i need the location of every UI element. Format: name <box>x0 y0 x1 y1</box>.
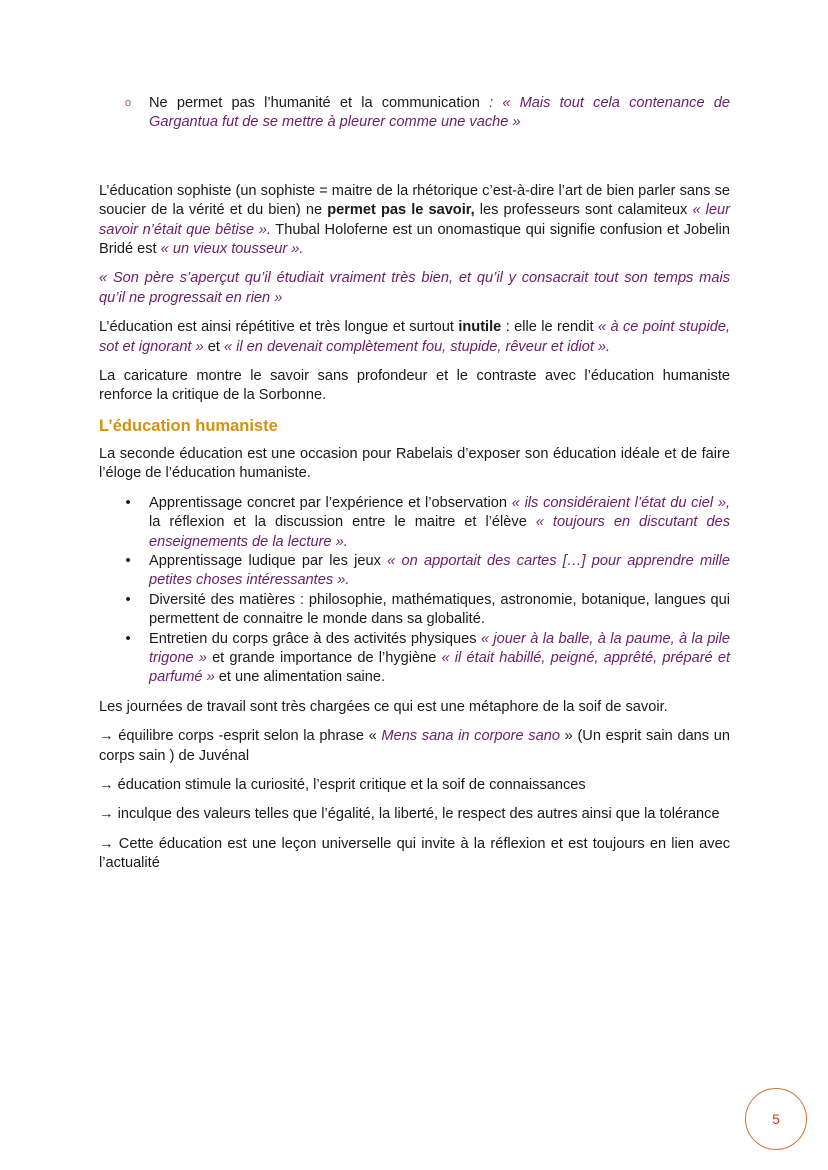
section-heading: L’éducation humaniste <box>99 416 278 435</box>
page-number: 5 <box>772 1111 780 1127</box>
quote: « il en devenait complètement fou, stupide, rêveur et idiot ». <box>223 338 611 355</box>
sub-bullet-quote: « Mais tout cela contenance de Gargantua fut de se mettre à pleurer comme une vache » <box>149 95 730 131</box>
bullet-icon: • <box>125 630 131 647</box>
quote: Mens sana in corpore sano <box>381 728 560 745</box>
text: et une alimentation saine. <box>214 669 386 686</box>
paragraph-sophiste <box>99 182 730 260</box>
paragraph-caricature: La caricature montre le savoir sans profondeur et le contraste avec l’éducation humaniste renforce la critique de la Sorbonne. <box>99 368 730 404</box>
text: Diversité des matières : philosophie, mathématiques, astronomie, botanique, langues qui permettent de connaitre le monde dans sa globalité. <box>149 591 730 628</box>
text: » (Un esprit sain dans un corps sain ) de Juvénal <box>99 728 731 764</box>
text: Thubal Holoferne est un onomastique qui signifie confusion et Jobelin Bridé est <box>99 221 730 258</box>
text: les professeurs sont calamiteux <box>474 202 693 219</box>
list-item <box>99 552 730 591</box>
text: Apprentissage concret par l’expérience et l’observation <box>149 494 512 511</box>
text: la réflexion et la discussion entre le maitre et l’élève <box>149 514 536 531</box>
text: L’éducation est ainsi répétitive et très longue et surtout <box>99 319 459 336</box>
separator: : <box>479 95 503 111</box>
paragraph-arrow-lecon: → Cette éducation est une leçon universelle qui invite à la réflexion et est toujours en lien avec l’actualité <box>99 835 730 872</box>
page-content <box>99 94 730 874</box>
sub-bullet-text: Ne permet pas l’humanité et la communication <box>149 95 480 111</box>
quote: « ils considéraient l’état du ciel », <box>511 494 730 511</box>
list-item <box>99 94 730 133</box>
bullet-icon: • <box>125 494 131 511</box>
quote: « jouer à la balle, à la paume, à la pile trigone » <box>149 630 730 666</box>
paragraph-journees: Les journées de travail sont très chargées ce qui est une métaphore de la soif de savoir. <box>99 698 668 715</box>
page-number-badge <box>745 1088 807 1150</box>
text: et grande importance de l’hygiène <box>206 649 442 666</box>
sub-bullet-list <box>99 94 730 133</box>
list-item <box>99 591 730 630</box>
text: Entretien du corps grâce à des activités physiques <box>149 630 481 647</box>
quote: « leur savoir n’était que bêtise ». <box>99 202 730 238</box>
bullet-icon: • <box>125 552 131 569</box>
text: L’éducation sophiste (un sophiste = maitre de la rhétorique c’est-à-dire l’art de bien parler sans se soucier de la vérité et du bien) ne <box>99 182 730 219</box>
text: Apprentissage ludique par les jeux <box>149 552 388 569</box>
bold-text: permet pas le savoir, <box>327 202 475 219</box>
circle-bullet-icon: o <box>124 97 132 109</box>
bold-text: inutile <box>458 319 502 336</box>
quote: « toujours en discutant des enseignements de la lecture ». <box>149 514 730 550</box>
bullet-list <box>99 494 730 688</box>
text: : elle le rendit <box>501 319 598 336</box>
text: et <box>203 338 224 355</box>
paragraph-repetitive <box>99 318 730 357</box>
list-item <box>99 630 730 688</box>
paragraph-arrow-curiosite: → éducation stimule la curiosité, l’esprit critique et la soif de connaissances <box>99 776 586 793</box>
paragraph-arrow-valeurs: → inculque des valeurs telles que l’égalité, la liberté, le respect des autres ainsi que la tolérance <box>99 806 720 823</box>
quote: « un vieux tousseur ». <box>160 241 304 258</box>
list-item <box>99 494 730 552</box>
paragraph-arrow-equilibre <box>99 727 730 766</box>
quote: « à ce point stupide, sot et ignorant » <box>99 319 730 355</box>
bullet-icon: • <box>125 591 131 608</box>
text: → équilibre corps -esprit selon la phrase « <box>99 728 382 745</box>
paragraph-seconde: La seconde éducation est une occasion pour Rabelais d’exposer son éducation idéale et de faire l’éloge de l’éducation humaniste. <box>99 445 730 482</box>
quote: « on apportait des cartes […] pour apprendre mille petites choses intéressantes ». <box>149 552 730 589</box>
paragraph-quote: « Son père s’aperçut qu’il étudiait vraiment très bien, et qu’il y consacrait tout son temps mais qu’il ne progressait en rien » <box>99 270 730 306</box>
quote: « il était habillé, peigné, apprêté, préparé et parfumé » <box>149 649 730 686</box>
